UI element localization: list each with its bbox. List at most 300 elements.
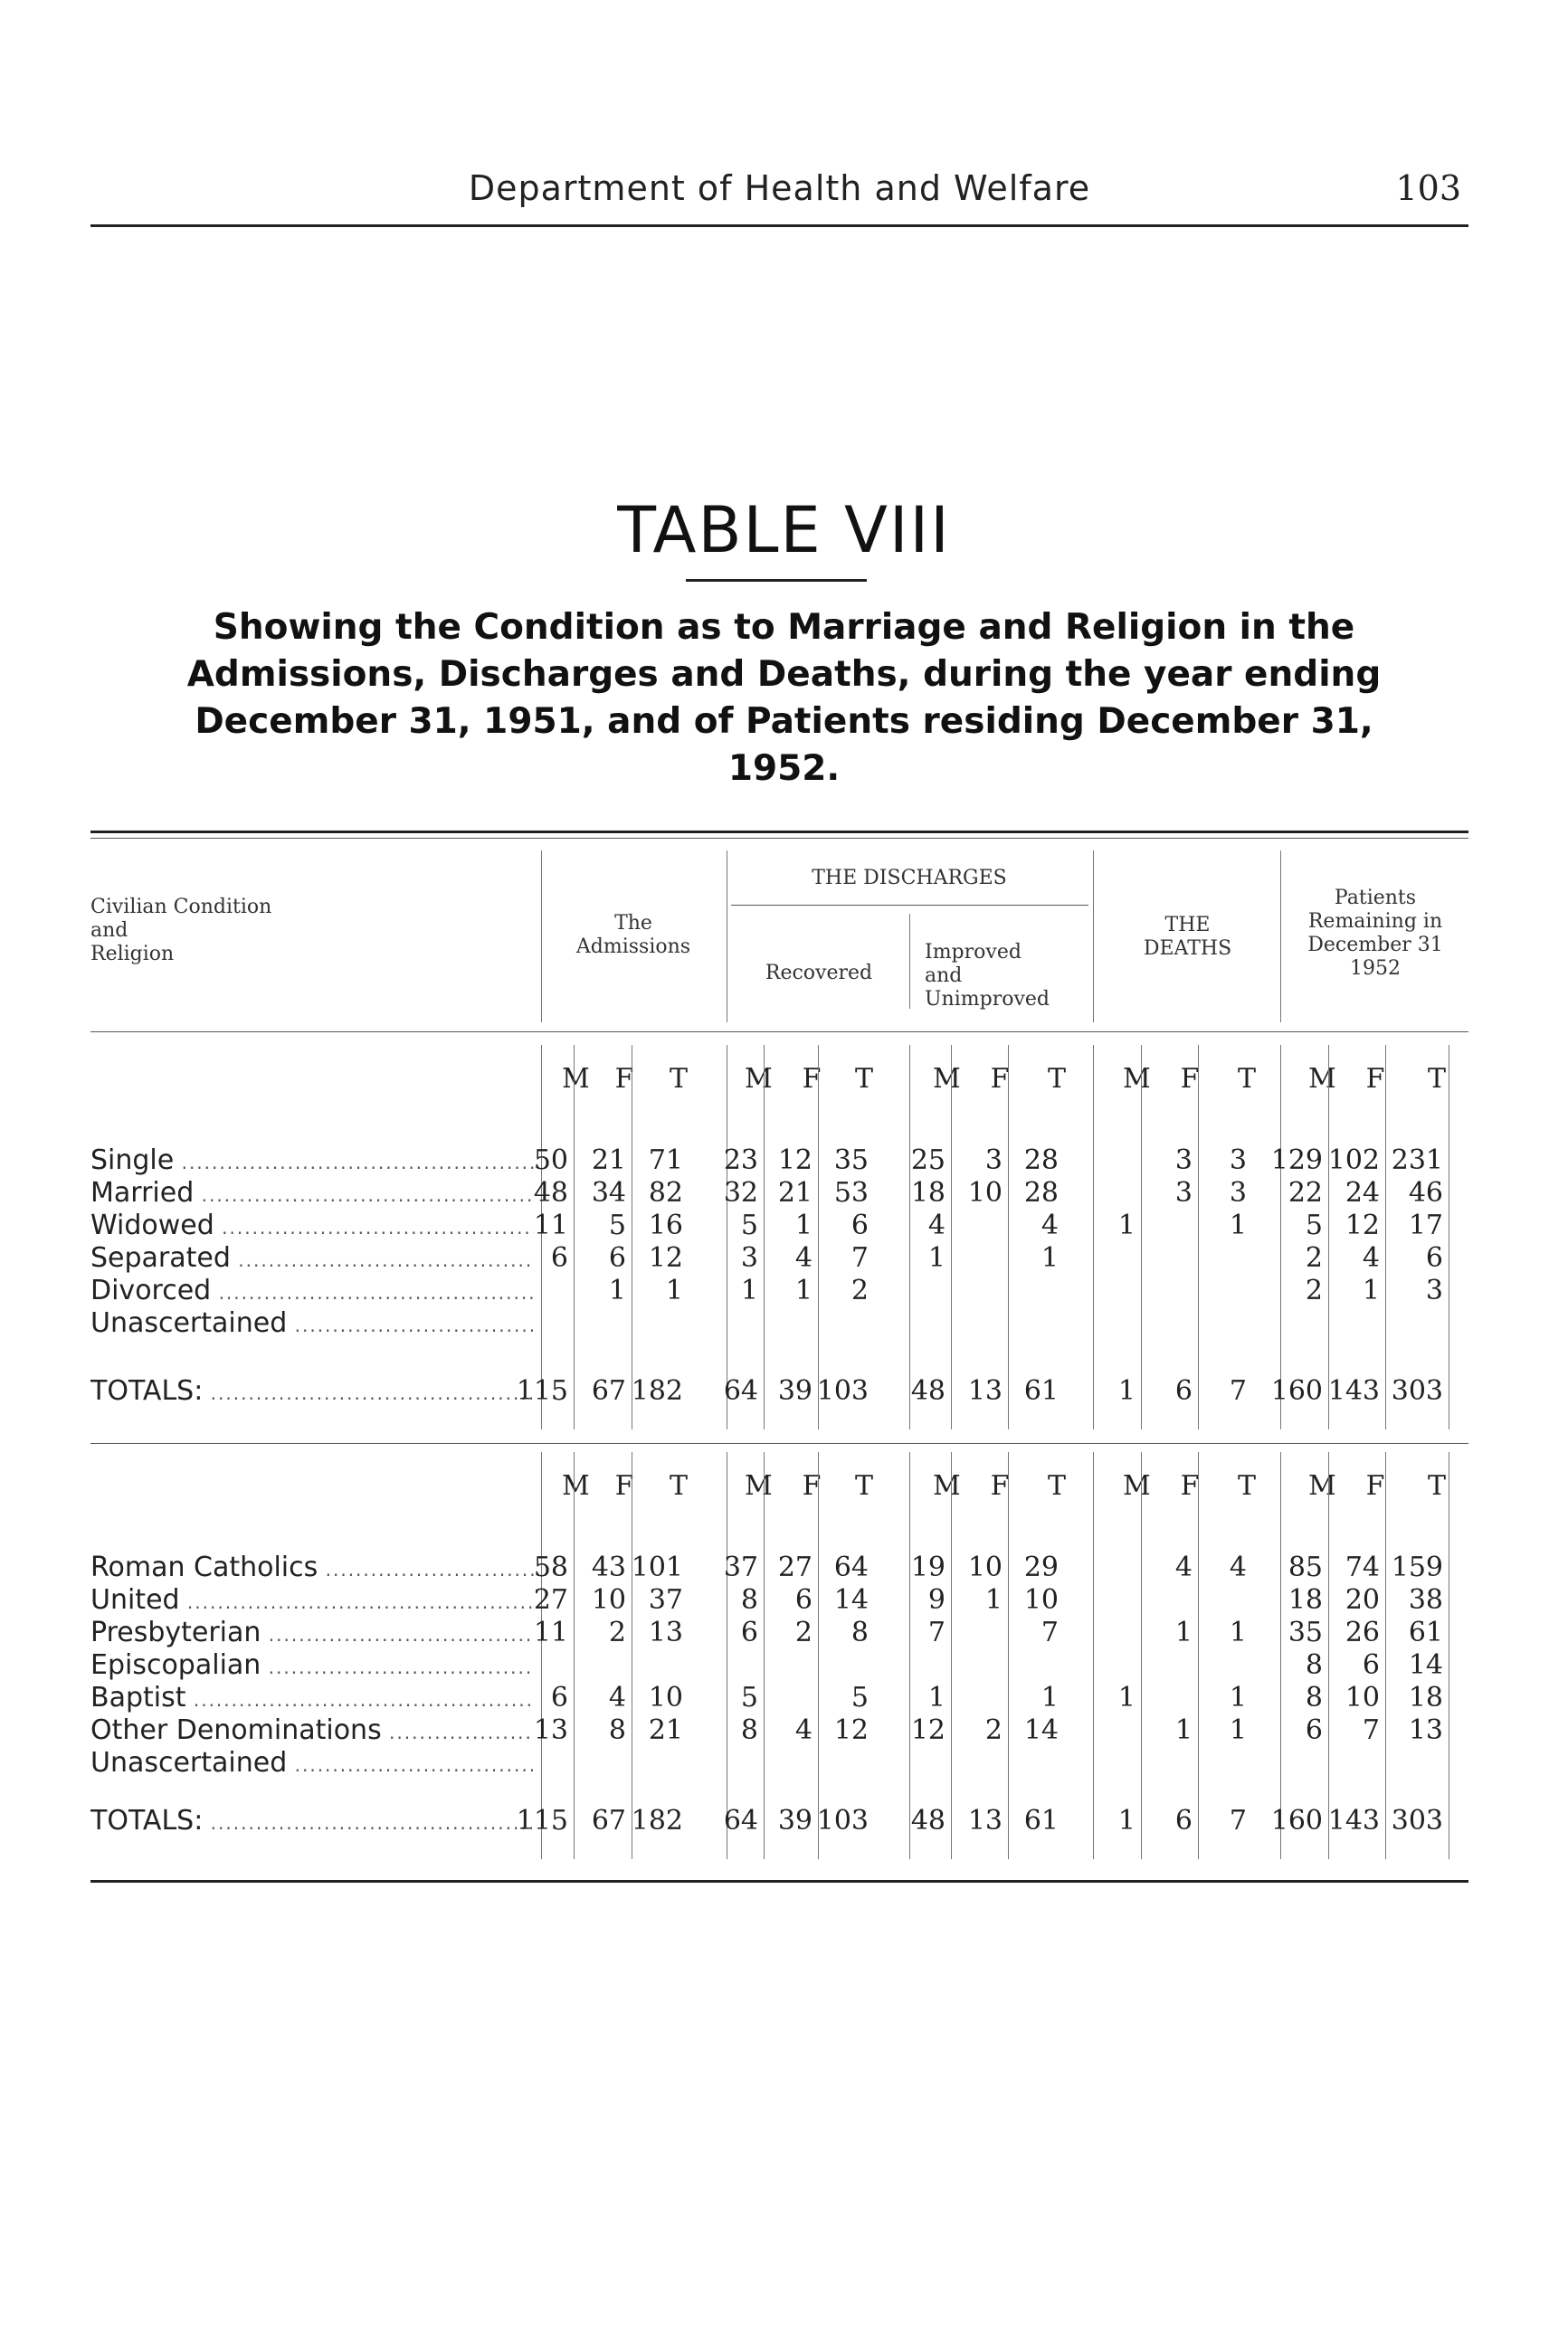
table-cell: 1 — [1174, 1714, 1193, 1746]
totals-cell: 7 — [1229, 1375, 1247, 1407]
table-cell — [939, 1242, 1003, 1275]
admissions-header-line: The — [614, 912, 652, 935]
totals-cell: 67 — [591, 1375, 626, 1407]
table-cell: 6 — [1305, 1714, 1323, 1746]
table-cell — [1183, 1747, 1247, 1780]
row-label — [90, 1584, 534, 1617]
table-cell: 7 — [927, 1617, 946, 1648]
discharges-rule — [731, 905, 1088, 906]
table-cell — [995, 1307, 1059, 1340]
table-cell: 4 — [1362, 1242, 1380, 1274]
table-cell — [939, 1617, 1003, 1649]
table-cell: 9 — [927, 1584, 946, 1616]
row-label — [90, 1177, 534, 1210]
table-cell: 12 — [648, 1242, 683, 1274]
row-label-text: Married — [90, 1177, 195, 1209]
table-cell: 12 — [833, 1714, 869, 1746]
row-label — [90, 1682, 534, 1714]
table-cell: 8 — [1305, 1649, 1323, 1681]
mft-column-label: T — [669, 1470, 688, 1502]
table-cell: 5 — [1305, 1210, 1323, 1241]
table-cell: 2 — [851, 1275, 869, 1306]
table-cell: 18 — [910, 1177, 946, 1209]
table-cell — [749, 1682, 813, 1714]
column-divider — [1280, 850, 1281, 1022]
table-cell: 64 — [833, 1552, 869, 1583]
stub-header-line: and — [90, 919, 128, 942]
totals-cell: 160 — [1270, 1805, 1323, 1837]
table-cell: 6 — [1362, 1649, 1380, 1681]
table-cell: 1 — [1229, 1617, 1247, 1648]
table-cell — [882, 1747, 946, 1780]
table-cell: 10 — [1345, 1682, 1380, 1714]
table-cell — [1072, 1617, 1136, 1649]
table-cell — [1259, 1747, 1323, 1780]
table-cell — [1316, 1307, 1380, 1340]
totals-cell: 182 — [631, 1805, 683, 1837]
table-cell: 18 — [1408, 1682, 1443, 1714]
remaining-header-line: Patients — [1334, 887, 1417, 909]
remaining-header-line: December 31 — [1307, 934, 1443, 956]
table-cell — [563, 1747, 626, 1780]
table-top-rule-2 — [90, 838, 1468, 839]
table-cell: 3 — [1174, 1144, 1193, 1176]
table-cell: 3 — [740, 1242, 758, 1274]
table-cell: 10 — [591, 1584, 626, 1616]
table-cell: 13 — [1408, 1714, 1443, 1746]
row-label-text: Roman Catholics — [90, 1552, 318, 1583]
totals-cell: 64 — [723, 1375, 758, 1407]
table-cell: 5 — [740, 1682, 758, 1714]
totals-cell: 13 — [967, 1805, 1003, 1837]
mft-column-label: T — [1427, 1063, 1446, 1095]
totals-label — [90, 1805, 534, 1837]
totals-cell: 48 — [910, 1375, 946, 1407]
table-cell — [805, 1307, 869, 1340]
table-cell: 2 — [1305, 1242, 1323, 1274]
table-cell: 50 — [533, 1144, 568, 1176]
totals-cell: 48 — [910, 1805, 946, 1837]
table-cell — [939, 1210, 1003, 1242]
mft-column-label: M — [745, 1063, 773, 1095]
row-label — [90, 1747, 534, 1780]
table-cell: 5 — [608, 1210, 626, 1241]
totals-cell: 64 — [723, 1805, 758, 1837]
table-cell — [1183, 1275, 1247, 1307]
table-cell — [939, 1275, 1003, 1307]
table-cell: 20 — [1345, 1584, 1380, 1616]
table-cell: 2 — [794, 1617, 813, 1648]
table-cell — [1072, 1747, 1136, 1780]
table-cell: 8 — [851, 1617, 869, 1648]
table-cell: 23 — [723, 1144, 758, 1176]
mft-column-label: M — [1308, 1470, 1336, 1502]
table-cell — [882, 1649, 946, 1682]
admissions-header — [543, 912, 724, 959]
mft-column-label: M — [1123, 1470, 1151, 1502]
table-cell — [995, 1747, 1059, 1780]
mft-column-label: F — [614, 1063, 634, 1095]
totals-cell: 115 — [516, 1805, 568, 1837]
table-cell: 6 — [550, 1242, 568, 1274]
table-cell: 14 — [1023, 1714, 1059, 1746]
table-cell: 35 — [833, 1144, 869, 1176]
table-cell: 71 — [648, 1144, 683, 1176]
table-cell: 7 — [1041, 1617, 1059, 1648]
table-cell: 1 — [927, 1242, 946, 1274]
table-cell — [1072, 1649, 1136, 1682]
table-cell: 61 — [1408, 1617, 1443, 1648]
remaining-header — [1280, 887, 1470, 981]
table-cell: 1 — [1174, 1617, 1193, 1648]
table-cell: 8 — [1305, 1682, 1323, 1714]
table-cell: 1 — [1229, 1682, 1247, 1714]
mft-column-label: T — [669, 1063, 688, 1095]
row-label-text: Divorced — [90, 1275, 212, 1306]
mft-column-label: M — [562, 1063, 590, 1095]
table-cell: 1 — [740, 1275, 758, 1306]
table-cell: 25 — [910, 1144, 946, 1176]
column-divider — [909, 914, 910, 1009]
table-cell — [1259, 1307, 1323, 1340]
table-cell: 16 — [648, 1210, 683, 1241]
totals-cell: 143 — [1327, 1375, 1380, 1407]
table-cell: 38 — [1408, 1584, 1443, 1616]
table-cell — [1072, 1307, 1136, 1340]
table-cell: 10 — [1023, 1584, 1059, 1616]
running-head-title: Department of Health and Welfare — [468, 168, 1091, 208]
improved-header-line: Improved — [925, 941, 1022, 964]
table-cell: 4 — [927, 1210, 946, 1241]
totals-cell: 103 — [816, 1375, 869, 1407]
mft-column-label: T — [1237, 1063, 1256, 1095]
table-cell — [1072, 1714, 1136, 1747]
table-cell: 159 — [1391, 1552, 1443, 1583]
table-cell: 1 — [1362, 1275, 1380, 1306]
row-label — [90, 1649, 534, 1682]
totals-label-text: TOTALS: — [90, 1805, 204, 1837]
table-cell: 82 — [648, 1177, 683, 1209]
table-cell — [1072, 1177, 1136, 1210]
table-cell: 10 — [648, 1682, 683, 1714]
table-cell: 1 — [794, 1210, 813, 1241]
table-cell: 74 — [1345, 1552, 1380, 1583]
running-head — [90, 168, 1468, 223]
mft-column-label: T — [854, 1063, 873, 1095]
row-label — [90, 1242, 534, 1275]
row-label — [90, 1144, 534, 1177]
table-top-rule — [90, 831, 1468, 833]
header-bottom-rule — [90, 1031, 1468, 1032]
table-cell: 8 — [740, 1714, 758, 1746]
totals-cell: 115 — [516, 1375, 568, 1407]
table-cell — [805, 1649, 869, 1682]
table-cell: 3 — [1425, 1275, 1443, 1306]
table-cell: 28 — [1023, 1177, 1059, 1209]
table-bottom-rule — [90, 1880, 1468, 1883]
table-cell — [1183, 1649, 1247, 1682]
table-cell — [749, 1747, 813, 1780]
table-cell: 7 — [1362, 1714, 1380, 1746]
totals-cell: 182 — [631, 1375, 683, 1407]
table-cell — [1072, 1144, 1136, 1177]
table-cell: 85 — [1288, 1552, 1323, 1583]
table-cell — [939, 1682, 1003, 1714]
table-cell: 53 — [833, 1177, 869, 1209]
totals-cell: 39 — [777, 1805, 813, 1837]
row-label — [90, 1714, 534, 1747]
table-cell: 5 — [851, 1682, 869, 1714]
table-cell: 1 — [1117, 1210, 1136, 1241]
table-cell: 46 — [1408, 1177, 1443, 1209]
table-cell: 101 — [631, 1552, 683, 1583]
row-label-text: Single — [90, 1144, 175, 1176]
table-cell — [620, 1649, 683, 1682]
improved-header-line: and — [925, 964, 963, 987]
stub-header-line: Religion — [90, 943, 175, 965]
table-cell — [563, 1649, 626, 1682]
totals-cell: 1 — [1117, 1805, 1136, 1837]
section-divider-rule — [90, 1443, 1468, 1444]
table-cell: 22 — [1288, 1177, 1323, 1209]
table-cell: 1 — [1229, 1714, 1247, 1746]
row-label-text: Baptist — [90, 1682, 186, 1714]
table-cell: 4 — [1041, 1210, 1059, 1241]
row-label — [90, 1552, 534, 1584]
table-cell: 17 — [1408, 1210, 1443, 1241]
remaining-header-line: 1952 — [1350, 957, 1401, 980]
mft-column-label: T — [1427, 1470, 1446, 1502]
table-cell — [1316, 1747, 1380, 1780]
admissions-header-line: Admissions — [575, 935, 691, 958]
table-cell: 129 — [1270, 1144, 1323, 1176]
table-cell: 19 — [910, 1552, 946, 1583]
table-cell: 1 — [1041, 1682, 1059, 1714]
table-cell: 29 — [1023, 1552, 1059, 1583]
totals-cell: 1 — [1117, 1375, 1136, 1407]
mft-column-label: T — [1047, 1470, 1066, 1502]
table-cell: 37 — [648, 1584, 683, 1616]
table-cell — [995, 1275, 1059, 1307]
table-title: TABLE VIII — [617, 493, 951, 567]
table-cell: 48 — [533, 1177, 568, 1209]
table-cell: 5 — [740, 1210, 758, 1241]
table-cell: 11 — [533, 1210, 568, 1241]
table-cell: 12 — [1345, 1210, 1380, 1241]
mft-column-label: F — [1365, 1063, 1385, 1095]
header-rule — [90, 224, 1468, 227]
table-cell: 6 — [608, 1242, 626, 1274]
table-cell — [939, 1307, 1003, 1340]
table-cell — [939, 1649, 1003, 1682]
totals-cell: 143 — [1327, 1805, 1380, 1837]
totals-cell: 7 — [1229, 1805, 1247, 1837]
table-cell: 1 — [1041, 1242, 1059, 1274]
table-cell: 6 — [1425, 1242, 1443, 1274]
table-cell: 1 — [794, 1275, 813, 1306]
mft-column-label: F — [1180, 1470, 1200, 1502]
row-label-text: Widowed — [90, 1210, 214, 1241]
table-cell: 4 — [608, 1682, 626, 1714]
mft-column-label: M — [745, 1470, 773, 1502]
table-cell — [882, 1307, 946, 1340]
table-cell: 28 — [1023, 1144, 1059, 1176]
table-cell: 4 — [794, 1242, 813, 1274]
table-cell: 6 — [550, 1682, 568, 1714]
table-cell: 58 — [533, 1552, 568, 1583]
row-label — [90, 1307, 534, 1340]
table-cell — [749, 1649, 813, 1682]
table-cell: 231 — [1391, 1144, 1443, 1176]
table-cell: 2 — [1305, 1275, 1323, 1306]
totals-cell: 160 — [1270, 1375, 1323, 1407]
totals-cell: 303 — [1391, 1375, 1443, 1407]
remaining-header-line: Remaining in — [1307, 910, 1443, 933]
mft-column-label: M — [1308, 1063, 1336, 1095]
table-cell — [1183, 1242, 1247, 1275]
table-cell — [1072, 1552, 1136, 1584]
table-cell: 13 — [533, 1714, 568, 1746]
row-label-text: Presbyterian — [90, 1617, 261, 1648]
page-number: 103 — [1395, 168, 1461, 208]
row-label — [90, 1210, 534, 1242]
table-cell — [1380, 1307, 1443, 1340]
row-label-text: Unascertained — [90, 1747, 288, 1779]
table-cell — [1072, 1584, 1136, 1617]
totals-cell: 103 — [816, 1805, 869, 1837]
table-cell — [1380, 1747, 1443, 1780]
table-cell — [1072, 1242, 1136, 1275]
table-cell: 13 — [648, 1617, 683, 1648]
table-cell: 21 — [591, 1144, 626, 1176]
table-cell — [505, 1275, 568, 1307]
totals-cell: 61 — [1023, 1375, 1059, 1407]
totals-cell: 39 — [777, 1375, 813, 1407]
table-cell: 4 — [794, 1714, 813, 1746]
table-cell: 8 — [740, 1584, 758, 1616]
table-cell: 8 — [608, 1714, 626, 1746]
totals-cell: 6 — [1174, 1805, 1193, 1837]
table-cell: 43 — [591, 1552, 626, 1583]
table-cell: 35 — [1288, 1617, 1323, 1648]
mft-column-label: T — [1047, 1063, 1066, 1095]
mft-column-label: M — [562, 1470, 590, 1502]
improved-header-line: Unimproved — [925, 988, 1050, 1011]
row-label-text: Separated — [90, 1242, 231, 1274]
table-cell — [505, 1649, 568, 1682]
mft-column-label: T — [1237, 1470, 1256, 1502]
table-cell: 32 — [723, 1177, 758, 1209]
totals-label — [90, 1375, 534, 1408]
table-cell: 4 — [1174, 1552, 1193, 1583]
table-cell: 2 — [984, 1714, 1003, 1746]
totals-cell: 6 — [1174, 1375, 1193, 1407]
table-cell — [505, 1747, 568, 1780]
discharges-header: THE DISCHARGES — [812, 867, 1007, 889]
row-label-text: Episcopalian — [90, 1649, 261, 1681]
table-cell: 6 — [851, 1210, 869, 1241]
table-cell: 21 — [648, 1714, 683, 1746]
stub-header — [90, 896, 389, 966]
table-cell: 34 — [591, 1177, 626, 1209]
table-cell: 27 — [777, 1552, 813, 1583]
table-cell — [995, 1649, 1059, 1682]
table-cell: 12 — [910, 1714, 946, 1746]
table-cell: 1 — [1229, 1210, 1247, 1241]
table-cell: 18 — [1288, 1584, 1323, 1616]
mft-column-label: F — [802, 1063, 822, 1095]
table-cell: 10 — [967, 1552, 1003, 1583]
totals-cell: 67 — [591, 1805, 626, 1837]
table-cell — [505, 1307, 568, 1340]
table-cell: 26 — [1345, 1617, 1380, 1648]
table-cell: 3 — [984, 1144, 1003, 1176]
table-cell: 11 — [533, 1617, 568, 1648]
table-cell: 3 — [1174, 1177, 1193, 1209]
table-cell: 1 — [1117, 1682, 1136, 1714]
table-subtitle: Showing the Condition as to Marriage and Religion in the Admissions, Discharges and Deaths, during the year ending December 31, 1951, and of Patients residing December 31, 1952. — [186, 607, 1382, 789]
row-label-text: United — [90, 1584, 180, 1616]
table-cell: 3 — [1229, 1177, 1247, 1209]
table-cell: 2 — [608, 1617, 626, 1648]
mft-column-label: F — [990, 1063, 1010, 1095]
totals-cell: 13 — [967, 1375, 1003, 1407]
column-divider — [1093, 850, 1094, 1022]
table-cell: 24 — [1345, 1177, 1380, 1209]
table-cell: 14 — [833, 1584, 869, 1616]
table-cell: 7 — [851, 1242, 869, 1274]
table-cell: 102 — [1327, 1144, 1380, 1176]
table-cell: 37 — [723, 1552, 758, 1583]
mft-column-label: M — [1123, 1063, 1151, 1095]
mft-column-label: F — [614, 1470, 634, 1502]
mft-column-label: T — [854, 1470, 873, 1502]
table-cell — [1183, 1584, 1247, 1617]
table-cell: 14 — [1408, 1649, 1443, 1681]
table-cell: 27 — [533, 1584, 568, 1616]
row-label — [90, 1275, 534, 1307]
table-cell — [1183, 1307, 1247, 1340]
table-cell: 10 — [967, 1177, 1003, 1209]
recovered-header: Recovered — [765, 962, 873, 984]
mft-column-label: F — [1365, 1470, 1385, 1502]
table-cell — [882, 1275, 946, 1307]
mft-column-label: F — [1180, 1063, 1200, 1095]
stub-header-line: Civilian Condition — [90, 896, 272, 918]
table-cell — [805, 1747, 869, 1780]
table-cell: 12 — [777, 1144, 813, 1176]
table-cell — [620, 1307, 683, 1340]
table-cell: 6 — [794, 1584, 813, 1616]
deaths-header-line: THE — [1164, 914, 1211, 936]
totals-label-text: TOTALS: — [90, 1375, 204, 1407]
table-cell — [1072, 1275, 1136, 1307]
table-cell: 1 — [927, 1682, 946, 1714]
totals-cell: 303 — [1391, 1805, 1443, 1837]
table-cell: 3 — [1229, 1144, 1247, 1176]
deaths-header-line: DEATHS — [1143, 937, 1232, 960]
mft-column-label: M — [933, 1063, 961, 1095]
table-cell: 21 — [777, 1177, 813, 1209]
table-cell — [563, 1307, 626, 1340]
totals-cell: 61 — [1023, 1805, 1059, 1837]
deaths-header — [1095, 914, 1280, 961]
mft-column-label: M — [933, 1470, 961, 1502]
row-label — [90, 1617, 534, 1649]
row-label-text: Other Denominations — [90, 1714, 382, 1746]
column-divider — [541, 850, 542, 1022]
table-cell — [939, 1747, 1003, 1780]
